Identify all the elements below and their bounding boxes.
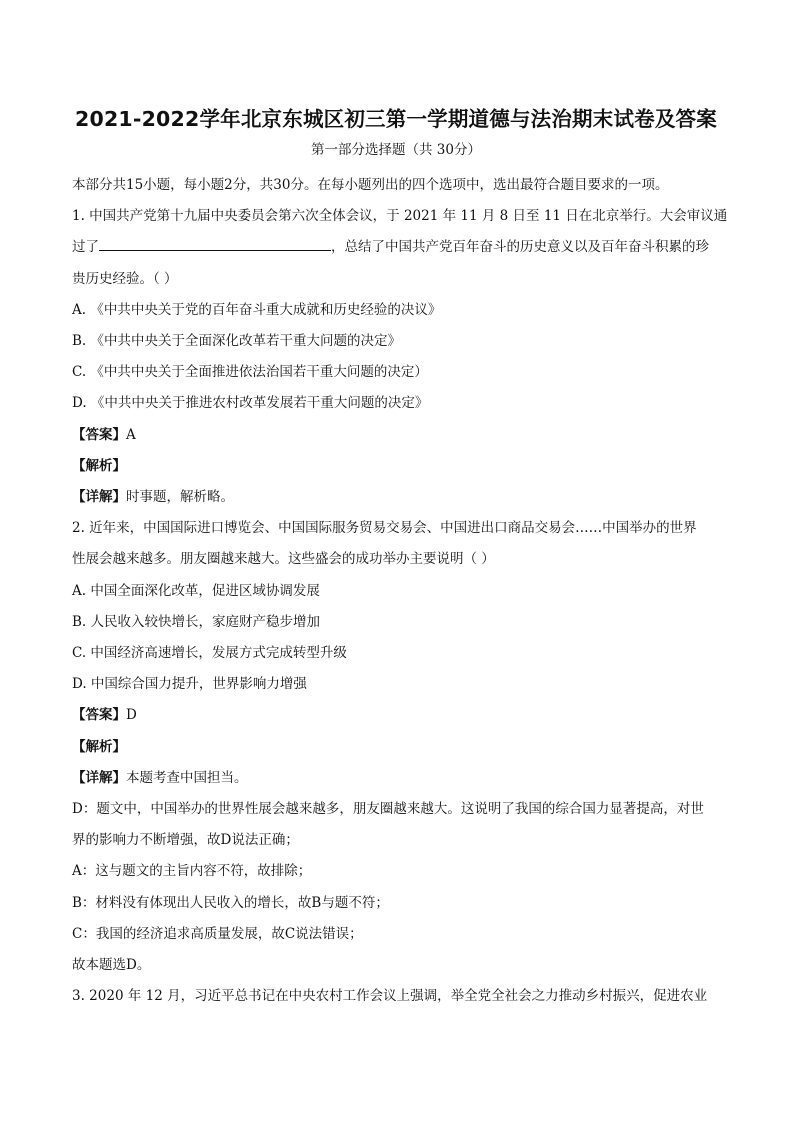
q1-option-d: D. 《中共中央关于推进农村改革发展若干重大问题的决定》 <box>72 395 429 412</box>
q1-stem-line-3: 贵历史经验。（ ） <box>72 270 178 287</box>
q1-stem-after-blank: ，总结了中国共产党百年奋斗的历史意义以及百年奋斗积累的珍 <box>331 239 709 256</box>
q1-answer-value: A <box>126 426 136 443</box>
q2-conclusion: 故本题选D。 <box>72 957 151 974</box>
q2-detail-tag: 【详解】 <box>72 769 126 786</box>
q2-explain-line: 界的影响力不断增强，故D说法正确； <box>72 832 299 849</box>
q1-detail <box>72 482 720 513</box>
q1-analysis-tag: 【解析】 <box>72 457 126 474</box>
q1-answer-blank <box>99 235 331 251</box>
section-heading: 第一部分选择题（共 30分） <box>311 142 481 158</box>
q2-answer-tag: 【答案】 <box>72 707 126 724</box>
q1-option-b: B. 《中共中央关于全面深化改革若干重大问题的决定》 <box>72 333 402 350</box>
q1-option-a: A. 《中共中央关于党的百年奋斗重大成就和历史经验的决议》 <box>72 301 442 318</box>
q2-detail <box>72 763 720 794</box>
q1-option-c: C. 《中共中央关于全面推进依法治国若干重大问题的决定） <box>72 364 428 381</box>
q1-detail-text: 时事题，解析略。 <box>126 489 234 506</box>
q2-option-a: A. 中国全面深化改革，促进区域协调发展 <box>72 582 320 599</box>
section-intro: 本部分共15小题，每小题2分，共30分。在每小题列出的四个选项中，选出最符合题目要求的一项。 <box>72 177 669 193</box>
q2-option-b: B. 人民收入较快增长，家庭财产稳步增加 <box>72 613 321 630</box>
q2-analysis-heading <box>72 732 720 763</box>
q2-answer-value: D <box>126 707 137 724</box>
q2-stem-line-2: 性展会越来越多。朋友圈越来越大。这些盛会的成功举办主要说明（ ） <box>72 551 495 568</box>
q1-detail-tag: 【详解】 <box>72 489 126 506</box>
q2-answer <box>72 700 720 731</box>
q2-stem-line-1: 2. 近年来，中国国际进口博览会、中国国际服务贸易交易会、中国进出口商品交易会……中国举办的世界 <box>72 520 697 537</box>
q2-explain-line: C：我国的经济追求高质量发展，故C说法错误； <box>72 925 363 942</box>
q2-option-d: D. 中国综合国力提升，世界影响力增强 <box>72 676 307 693</box>
q3-stem-line-1: 3. 2020 年 12 月，习近平总书记在中央农村工作会议上强调，举全党全社会之力推动乡村振兴，促进农业 <box>72 988 708 1005</box>
q2-explain-line: B：材料没有体现出人民收入的增长，故B与题不符； <box>72 894 389 911</box>
q2-explain-line: A：这与题文的主旨内容不符，故排除； <box>72 863 312 880</box>
q1-analysis-heading <box>72 451 720 482</box>
q2-detail-text: 本题考查中国担当。 <box>126 769 248 786</box>
q2-explain-line: D：题文中，中国举办的世界性展会越来越多，朋友圈越来越大。这说明了我国的综合国力显著提高，对世 <box>72 801 704 818</box>
document-title: 2021-2022学年北京东城区初三第一学期道德与法治期末试卷及答案 <box>75 107 717 131</box>
q2-analysis-tag: 【解析】 <box>72 738 126 755</box>
q1-stem-before-blank: 过了 <box>72 239 99 256</box>
q1-stem-line-1: 1. 中国共产党第十九届中央委员会第六次全体会议，于 2021 年 11 月 8 日至 11 日在北京举行。大会审议通 <box>72 208 728 225</box>
q1-stem-line-2 <box>72 232 720 263</box>
q2-option-c: C. 中国经济高速增长，发展方式完成转型升级 <box>72 645 347 662</box>
q1-answer-tag: 【答案】 <box>72 426 126 443</box>
q1-answer <box>72 420 720 451</box>
